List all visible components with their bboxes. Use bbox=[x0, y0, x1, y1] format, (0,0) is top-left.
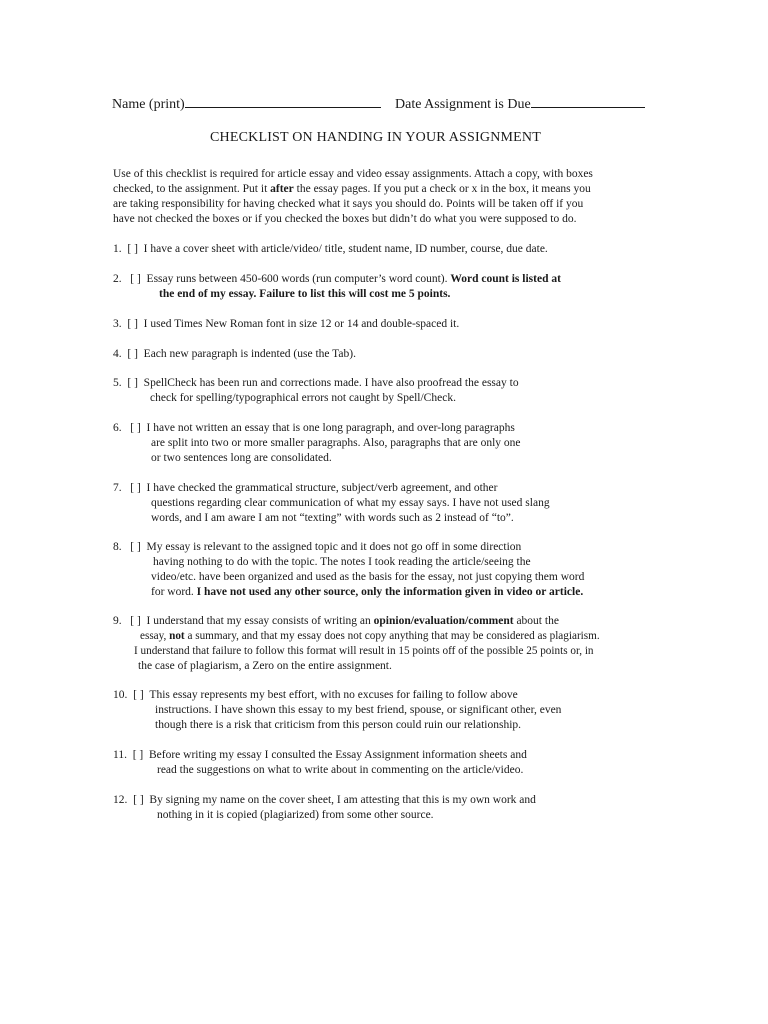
name-blank[interactable] bbox=[185, 94, 381, 108]
checklist-item-7-line-2: questions regarding clear communication of what my essay says. I have not used slang bbox=[151, 497, 550, 509]
checklist-item-10: 10. [ ] This essay represents my best effort, with no excuses for failing to follow above bbox=[113, 689, 518, 701]
checklist-item-5: 5. [ ] SpellCheck has been run and corrections made. I have also proofread the essay to bbox=[113, 377, 519, 389]
checklist-item-9-line-3: I understand that failure to follow this format will result in 15 points off of the possible 25 points or, in bbox=[134, 645, 594, 657]
checklist-item-10-line-2: instructions. I have shown this essay to my best friend, spouse, or significant other, even bbox=[155, 704, 562, 716]
checklist-item-8-line-3: video/etc. have been organized and used as the basis for the essay, not just copying them word bbox=[151, 571, 585, 583]
checklist-item-6-line-2: are split into two or more smaller paragraphs. Also, paragraphs that are only one bbox=[151, 437, 521, 449]
checkbox[interactable]: [ ] bbox=[127, 318, 138, 330]
due-date-label: Date Assignment is Due bbox=[395, 97, 531, 112]
checkbox[interactable]: [ ] bbox=[127, 243, 138, 255]
checkbox[interactable]: [ ] bbox=[127, 377, 138, 389]
checklist-item-10-line-3: though there is a risk that criticism from this person could ruin our relationship. bbox=[155, 719, 522, 731]
checklist-item-1: 1. [ ] I have a cover sheet with article/video/ title, student name, ID number, course, due date. bbox=[113, 243, 548, 255]
checklist-item-11-line-2: read the suggestions on what to write about in commenting on the article/video. bbox=[157, 764, 524, 776]
name-field-row bbox=[112, 94, 381, 114]
checklist-item-6: 6. [ ] I have not written an essay that is one long paragraph, and over-long paragraphs bbox=[113, 422, 515, 434]
intro-line-3: are taking responsibility for having checked what it says you should do. Points will be taken off if you bbox=[113, 198, 584, 210]
name-label: Name (print) bbox=[112, 97, 185, 112]
emphasis-after: after bbox=[270, 183, 294, 195]
checklist-item-8: 8. [ ] My essay is relevant to the assigned topic and it does not go off in some direction bbox=[113, 541, 522, 553]
page-title: CHECKLIST ON HANDING IN YOUR ASSIGNMENT bbox=[210, 130, 541, 145]
checkbox[interactable]: [ ] bbox=[132, 749, 144, 761]
checklist-item-3: 3. [ ] I used Times New Roman font in size 12 or 14 and double-spaced it. bbox=[113, 318, 460, 330]
checkbox[interactable]: [ ] bbox=[130, 273, 141, 285]
checklist-item-12-line-2: nothing in it is copied (plagiarized) from some other source. bbox=[157, 809, 434, 821]
checkbox[interactable]: [ ] bbox=[127, 348, 138, 360]
due-date-field-row bbox=[395, 94, 645, 114]
checkbox[interactable]: [ ] bbox=[130, 541, 141, 553]
checklist-item-4: 4. [ ] Each new paragraph is indented (use the Tab). bbox=[113, 348, 356, 360]
checklist-item-2-line-2: the end of my essay. Failure to list this will cost me 5 points. bbox=[159, 288, 451, 300]
checklist-item-9-line-4: the case of plagiarism, a Zero on the entire assignment. bbox=[138, 660, 392, 672]
checklist-item-6-line-3: or two sentences long are consolidated. bbox=[151, 452, 332, 464]
checkbox[interactable]: [ ] bbox=[130, 615, 141, 627]
checklist-item-2: 2. [ ] Essay runs between 450-600 words (run computer’s word count). Word count is listed at bbox=[113, 273, 561, 285]
checklist-item-11: 11. [ ] Before writing my essay I consulted the Essay Assignment information sheets and bbox=[113, 749, 527, 761]
checklist-item-9: 9. [ ] I understand that my essay consists of writing an opinion/evaluation/comment about the bbox=[113, 615, 559, 627]
checklist-item-7: 7. [ ] I have checked the grammatical structure, subject/verb agreement, and other bbox=[113, 482, 498, 494]
checklist-item-8-line-2: having nothing to do with the topic. The notes I took reading the article/seeing the bbox=[153, 556, 531, 568]
due-date-blank[interactable] bbox=[531, 94, 645, 108]
intro-line-1: Use of this checklist is required for article essay and video essay assignments. Attach a copy, with boxes bbox=[113, 168, 593, 180]
checklist-item-8-line-4: for word. I have not used any other source, only the information given in video or article. bbox=[151, 586, 584, 598]
checkbox[interactable]: [ ] bbox=[133, 689, 144, 701]
checklist-item-7-line-3: words, and I am aware I am not “texting” with words such as 2 instead of “to”. bbox=[151, 512, 514, 524]
checklist-item-12: 12. [ ] By signing my name on the cover sheet, I am attesting that this is my own work and bbox=[113, 794, 536, 806]
checklist-item-9-line-2: essay, not a summary, and that my essay does not copy anything that may be considered as plagiarism. bbox=[140, 630, 600, 642]
intro-line-2: checked, to the assignment. Put it after the essay pages. If you put a check or x in the box, it means you bbox=[113, 183, 591, 195]
checkbox[interactable]: [ ] bbox=[133, 794, 144, 806]
checkbox[interactable]: [ ] bbox=[130, 482, 141, 494]
checklist-item-5-line-2: check for spelling/typographical errors not caught by Spell/Check. bbox=[150, 392, 456, 404]
intro-line-4: have not checked the boxes or if you checked the boxes but didn’t do what you were supposed to do. bbox=[113, 213, 577, 225]
checkbox[interactable]: [ ] bbox=[130, 422, 141, 434]
